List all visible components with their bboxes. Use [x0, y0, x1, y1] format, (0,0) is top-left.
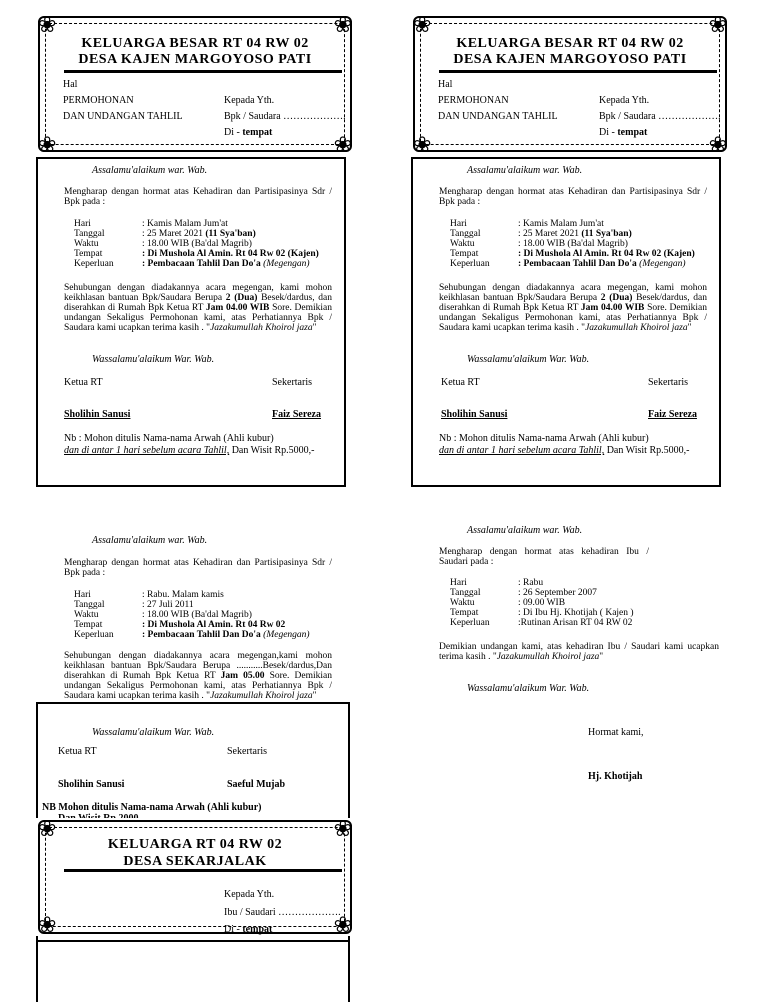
detail-label: Waktu — [450, 598, 475, 608]
place-label: tempat — [242, 127, 273, 138]
detail-value: : Di Mushola Al Amin. Rt 04 Rw 02 (Kajen) — [518, 249, 695, 259]
flower-ornament-icon: ❀ — [333, 12, 352, 37]
detail-label: Hari — [450, 219, 467, 229]
detail-label: Keperluan — [450, 259, 490, 269]
flower-ornament-icon: ❀ — [413, 12, 432, 37]
di-label: Di - — [224, 924, 243, 935]
detail-row — [450, 259, 686, 269]
subject-line-2: DAN UNDANGAN TAHLIL — [63, 111, 183, 122]
detail-value: : Kamis Malam Jum'at — [518, 219, 604, 229]
header-title-1: KELUARGA RT 04 RW 02 — [107, 837, 283, 852]
signer-name: Hj. Khotijah — [588, 771, 643, 782]
detail-value: : 25 Maret 2021 — [142, 229, 206, 239]
detail-value: : Di Mushola Al Amin. Rt 04 Rw 02 (Kajen) — [142, 249, 319, 259]
header-divider — [439, 70, 717, 73]
left-signer-name: Sholihin Sanusi — [58, 779, 125, 790]
note-italic: dan di antar 1 hari sebelum acara Tahlil, — [439, 445, 605, 456]
detail-value: : Rabu. Malam kamis — [142, 590, 224, 600]
place-label: tempat — [242, 924, 273, 935]
hal-label: Hal — [63, 79, 78, 90]
left-role: Ketua RT — [64, 377, 103, 388]
note-line-1: NB Mohon ditulis Nama-nama Arwah (Ahli kubur) — [42, 802, 262, 813]
right-signer-name: Faiz Sereza — [272, 409, 321, 420]
recipient-label: Kepada Yth. — [224, 95, 275, 106]
recipient-name: Bpk / Saudara ………………. — [224, 111, 346, 122]
header-title-1: KELUARGA BESAR RT 04 RW 02 — [456, 36, 684, 51]
detail-value: : 27 Juli 2011 — [142, 600, 194, 610]
detail-extra: (Megengan) — [263, 630, 310, 640]
detail-label: Tempat — [74, 620, 103, 630]
detail-label: Tempat — [450, 249, 479, 259]
detail-value: :Rutinan Arisan RT 04 RW 02 — [518, 618, 633, 628]
right-signer-name: Faiz Sereza — [648, 409, 697, 420]
left-signer-name: Sholihin Sanusi — [64, 409, 131, 420]
hal-label: Hal — [438, 79, 453, 90]
note-italic: dan di antar 1 hari sebelum acara Tahlil, — [64, 445, 230, 456]
detail-label: Hari — [450, 578, 467, 588]
detail-value: : 18.00 WIB (Ba'dal Magrib) — [518, 239, 628, 249]
detail-label: Tanggal — [450, 588, 481, 598]
detail-extra: (Megengan) — [263, 259, 310, 269]
right-role: Sekertaris — [272, 377, 312, 388]
detail-row — [74, 249, 319, 259]
detail-row — [450, 249, 695, 259]
detail-value: : 09.00 WIB — [518, 598, 566, 608]
recipient-name: Ibu / Saudari ………………. — [224, 907, 341, 918]
di-label: Di - — [599, 127, 618, 138]
detail-row — [450, 578, 543, 588]
right-role: Sekertaris — [227, 746, 267, 757]
detail-row — [74, 229, 256, 239]
intro-paragraph: Mengharap dengan hormat atas Kehadiran dan Partisipasinya Sdr / Bpk pada : — [64, 187, 332, 207]
detail-row — [74, 239, 252, 249]
di-label: Di - — [224, 127, 243, 138]
subject-line-2: DAN UNDANGAN TAHLIL — [438, 111, 558, 122]
greeting: Assalamu'alaikum war. Wab. — [467, 165, 583, 176]
flower-ornament-icon: ❀ — [333, 816, 352, 841]
header-title-2: DESA KAJEN MARGOYOSO PATI — [453, 52, 687, 67]
intro-paragraph: Mengharap dengan hormat atas Kehadiran dan Partisipasinya Sdr / Bpk pada : — [64, 558, 332, 578]
detail-label: Tanggal — [450, 229, 481, 239]
subject-line-1: PERMOHONAN — [63, 95, 134, 106]
detail-label: Hari — [74, 219, 91, 229]
closing-salutation: Wassalamu'alaikum War. Wab. — [92, 727, 215, 738]
detail-row — [450, 608, 634, 618]
recipient-place — [224, 127, 272, 138]
header-title-1: KELUARGA BESAR RT 04 RW 02 — [81, 36, 309, 51]
right-signer-name: Saeful Mujab — [227, 779, 286, 790]
note-line-1: Nb : Mohon ditulis Nama-nama Arwah (Ahli kubur) — [439, 433, 649, 444]
detail-value: : Rabu — [518, 578, 544, 588]
card-3-header — [36, 818, 354, 936]
note-fee: Dan Wisit Rp.5000,- — [229, 445, 315, 456]
right-role: Sekertaris — [648, 377, 688, 388]
recipient-label: Kepada Yth. — [224, 889, 275, 900]
detail-row — [74, 630, 310, 640]
detail-value: : Pembacaan Tahlil Dan Do'a — [142, 630, 264, 640]
flower-ornament-icon: ❀ — [333, 132, 352, 157]
detail-extra: (11 Sya'ban) — [205, 229, 256, 239]
flower-ornament-icon: ❀ — [38, 912, 57, 937]
detail-row — [450, 219, 604, 229]
regards-text: Hormat kami, — [588, 727, 644, 738]
detail-row — [74, 219, 228, 229]
greeting: Assalamu'alaikum war. Wab. — [92, 165, 208, 176]
recipient-place — [599, 127, 647, 138]
greeting: Assalamu'alaikum war. Wab. — [467, 525, 583, 536]
detail-extra: (Megengan) — [639, 259, 686, 269]
flower-ornament-icon: ❀ — [38, 816, 57, 841]
flower-ornament-icon: ❀ — [708, 12, 727, 37]
detail-label: Keperluan — [74, 259, 114, 269]
note-line-2 — [64, 445, 314, 456]
detail-row — [74, 590, 224, 600]
card-1-header — [36, 14, 354, 156]
body-paragraph: Sehubungan dengan diadakannya acara megengan, kami mohon keikhlasan bantuan Bpk/Saudara Berupa 2 (Dua) Besek/dardus, dan diserahkan di Rumah Bpk Ketua RT Jam 04.00 WIB Sore. Demikian undangan Sekaligus Permohonan kami, atas Perhatiannya Bpk / Saudara kami ucapkan terima kasih . "Jazakumullah Khoirol jaza" — [439, 283, 707, 333]
detail-extra: (11 Sya'ban) — [581, 229, 632, 239]
detail-value: : Kamis Malam Jum'at — [142, 219, 228, 229]
detail-label: Tempat — [450, 608, 479, 618]
left-role: Ketua RT — [58, 746, 97, 757]
header-divider — [64, 869, 342, 872]
body-paragraph: Demikian undangan kami, atas kehadiran Ibu / Saudari kami ucapkan terima kasih . "Jazakumullah Khoirol jaza" — [439, 642, 719, 662]
card-2-header — [411, 14, 729, 156]
place-label: tempat — [617, 127, 648, 138]
detail-label: Tempat — [74, 249, 103, 259]
card-3-body-frame — [36, 940, 350, 1002]
closing-salutation: Wassalamu'alaikum War. Wab. — [467, 354, 590, 365]
detail-value: : Di Ibu Hj. Khotijah ( Kajen ) — [518, 608, 634, 618]
detail-value: : Di Mushola Al Amin. Rt 04 Rw 02 — [142, 620, 286, 630]
detail-row — [74, 600, 194, 610]
note-fee: Dan Wisit Rp.5000,- — [604, 445, 690, 456]
detail-label: Keperluan — [74, 630, 114, 640]
flower-ornament-icon: ❀ — [708, 132, 727, 157]
header-title-2: DESA SEKARJALAK — [123, 854, 267, 869]
detail-row — [450, 229, 632, 239]
detail-value: : 26 September 2007 — [518, 588, 597, 598]
detail-value: : 18.00 WIB (Ba'dal Magrib) — [142, 610, 252, 620]
flower-ornament-icon: ❀ — [333, 912, 352, 937]
recipient-label: Kepada Yth. — [599, 95, 650, 106]
intro-paragraph: Mengharap dengan hormat atas kehadiran Ibu / Saudari pada : — [439, 547, 649, 567]
detail-row — [74, 610, 252, 620]
detail-row — [450, 618, 632, 628]
closing-salutation: Wassalamu'alaikum War. Wab. — [467, 683, 590, 694]
detail-label: Waktu — [74, 610, 99, 620]
detail-value: : 25 Maret 2021 — [518, 229, 582, 239]
detail-row — [450, 588, 597, 598]
detail-row — [74, 620, 285, 630]
closing-salutation: Wassalamu'alaikum War. Wab. — [92, 354, 215, 365]
body-paragraph: Sehubungan dengan diadakannya acara megengan, kami mohon keikhlasan bantuan Bpk/Saudara Berupa 2 (Dua) Besek/dardus, dan diserahkan di Rumah Bpk Ketua RT Jam 04.00 WIB Sore. Demikian undangan Sekaligus Permohonan kami, atas Perhatiannya Bpk / Saudara kami ucapkan terima kasih . "Jazakumullah Khoirol jaza" — [64, 283, 332, 333]
flower-ornament-icon: ❀ — [413, 132, 432, 157]
flower-ornament-icon: ❀ — [38, 132, 57, 157]
detail-row — [450, 239, 628, 249]
detail-value: : Pembacaan Tahlil Dan Do'a — [518, 259, 640, 269]
note-line-2 — [439, 445, 689, 456]
note-line-1: Nb : Mohon ditulis Nama-nama Arwah (Ahli kubur) — [64, 433, 274, 444]
detail-label: Tanggal — [74, 600, 105, 610]
body-paragraph: Sehubungan dengan diadakannya acara megengan,kami mohon keikhlasan bantuan Bpk/Saudara Berupa ...........Besek/dardus,Dan diserahkan di Rumah Bpk Ketua RT Jam 05.00 Sore. Demikian undangan Sekaligus Permohonan kami, atas Perhatiannya Bpk / Saudara kami ucapkan terima kasih . "Jazakumullah Khoirol jaza" — [64, 651, 332, 701]
detail-label: Hari — [74, 590, 91, 600]
detail-label: Tanggal — [74, 229, 105, 239]
recipient-name: Bpk / Saudara ………………. — [599, 111, 721, 122]
intro-paragraph: Mengharap dengan hormat atas Kehadiran dan Partisipasinya Sdr / Bpk pada : — [439, 187, 707, 207]
left-role: Ketua RT — [441, 377, 480, 388]
detail-label: Keperluan — [450, 618, 490, 628]
detail-label: Waktu — [450, 239, 475, 249]
header-divider — [64, 70, 342, 73]
flower-ornament-icon: ❀ — [38, 12, 57, 37]
detail-label: Waktu — [74, 239, 99, 249]
left-signer-name: Sholihin Sanusi — [441, 409, 508, 420]
detail-value: : Pembacaan Tahlil Dan Do'a — [142, 259, 264, 269]
greeting: Assalamu'alaikum war. Wab. — [92, 535, 208, 546]
detail-value: : 18.00 WIB (Ba'dal Magrib) — [142, 239, 252, 249]
detail-row — [74, 259, 310, 269]
subject-line-1: PERMOHONAN — [438, 95, 509, 106]
detail-row — [450, 598, 565, 608]
header-title-2: DESA KAJEN MARGOYOSO PATI — [78, 52, 312, 67]
recipient-place — [224, 924, 272, 935]
